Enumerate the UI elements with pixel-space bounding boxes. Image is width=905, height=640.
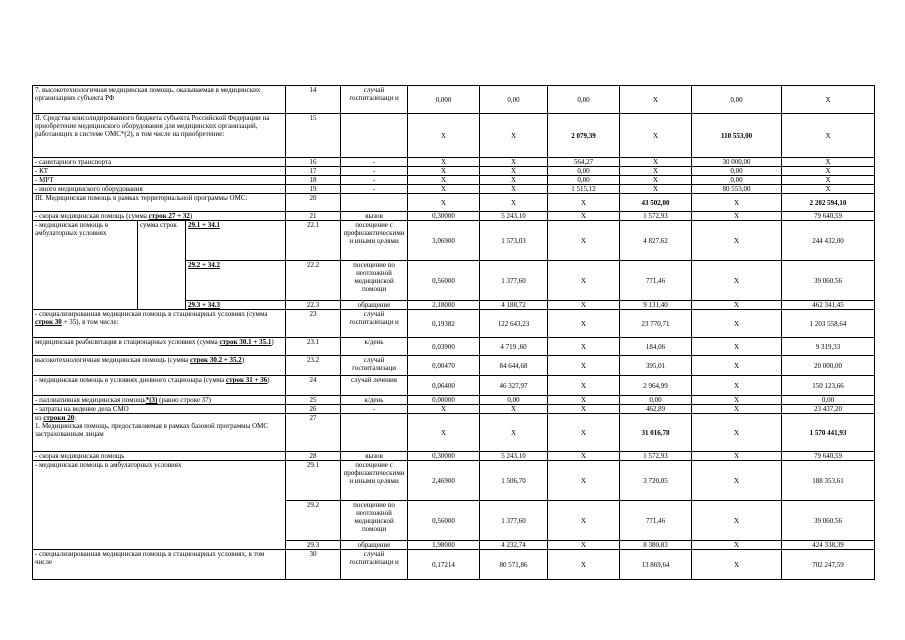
value-cell: X (480, 405, 548, 414)
row-number: 17 (286, 167, 341, 176)
value-cell: 702 247,59 (782, 550, 875, 580)
value-cell: 2,18000 (408, 301, 480, 310)
row-label-link: строк 30.2 + 35.2 (190, 356, 242, 364)
value-cell: 110 553,00 (692, 114, 782, 158)
row-label-pre: из (35, 414, 44, 422)
value-cell: X (408, 114, 480, 158)
row-label-pre: медицинская реабилитация в стационарных условиях (сумма (35, 338, 220, 346)
value-cell: 771,46 (620, 501, 692, 541)
value-cell: 20 000,00 (782, 356, 875, 376)
value-cell: 79 640,59 (782, 452, 875, 461)
row-number: 27 (286, 414, 341, 452)
value-cell: X (408, 405, 480, 414)
value-cell: X (548, 501, 620, 541)
value-cell: X (782, 185, 875, 194)
row-unit: обращение (341, 541, 408, 550)
value-cell: X (782, 176, 875, 185)
value-cell: 79 640,59 (782, 212, 875, 221)
row-unit: - (341, 185, 408, 194)
value-cell: 23 770,71 (620, 310, 692, 338)
row-label (33, 310, 286, 338)
row-unit: случай госпитализаци и (341, 86, 408, 114)
value-cell: X (692, 221, 782, 261)
value-cell: 1 570 441,93 (782, 414, 875, 452)
value-cell: X (548, 452, 620, 461)
value-cell: 2,46900 (408, 461, 480, 501)
row-label-post: ) (189, 212, 193, 220)
value-cell: 395,01 (620, 356, 692, 376)
row-label: - специализированная медицинская помощь в стационарных условиях, в том числе (33, 550, 286, 580)
row-unit: к/день (341, 338, 408, 356)
row-unit: посещение с профилактическими и иными целями (341, 221, 408, 261)
row-label-post: ) (241, 356, 245, 364)
value-cell: 2 202 594,10 (782, 194, 875, 212)
value-cell: 0,00470 (408, 356, 480, 376)
value-cell: X (548, 212, 620, 221)
row-label-post: + 35), в том числе: (61, 318, 119, 326)
value-cell: 8 380,83 (620, 541, 692, 550)
row-label-link: строк 30 (35, 318, 62, 326)
value-cell: X (692, 550, 782, 580)
row-number: 23.1 (286, 338, 341, 356)
row-label (33, 356, 286, 376)
value-cell: X (408, 185, 480, 194)
value-cell: X (548, 301, 620, 310)
value-cell: X (480, 167, 548, 176)
row-number: 23.2 (286, 356, 341, 376)
row-label-link: строки 20 (43, 414, 75, 422)
row-label-post: ) (271, 338, 274, 346)
table-row (33, 376, 875, 396)
value-cell: 0,56000 (408, 501, 480, 541)
value-cell: X (782, 86, 875, 114)
row-unit: случай госпитализаци и (341, 310, 408, 338)
row-number: 28 (286, 452, 341, 461)
value-cell: 31 016,78 (620, 414, 692, 452)
row-unit: посещение с профилактическими и иными целями (341, 461, 408, 501)
table-row (33, 338, 875, 356)
row-unit: вызов (341, 212, 408, 221)
value-cell: X (620, 167, 692, 176)
row-label-pre: - скорая медицинская помощь (сумма (35, 212, 149, 220)
value-cell: 13 869,64 (620, 550, 692, 580)
row-number: 29.3 (286, 541, 341, 550)
row-label: II. Средства консолидированного бюджета субъекта Российской Федерации на приобретение медицинского оборудования для медицинских организаций, работающих в системе ОМС*(2), в том числе на приобретение: (33, 114, 286, 158)
table-row (33, 396, 875, 405)
row-link-cell (186, 221, 286, 261)
value-cell: 0,00 (692, 86, 782, 114)
row-number: 16 (286, 158, 341, 167)
value-cell: X (408, 167, 480, 176)
value-cell: 2 079,39 (548, 114, 620, 158)
row-number: 24 (286, 376, 341, 396)
row-number: 29.2 (286, 501, 341, 541)
table-row (33, 405, 875, 414)
value-cell: X (548, 550, 620, 580)
value-cell: X (548, 194, 620, 212)
financial-table (32, 85, 875, 580)
value-cell: 1 572,93 (620, 212, 692, 221)
value-cell: X (480, 158, 548, 167)
row-label-post: : 1. Медицинская помощь, предоставляемая в рамках базовой программы ОМС застрахованным лицам (35, 414, 269, 438)
value-cell: 3,06900 (408, 221, 480, 261)
row-label: - скорая медицинская помощь (33, 452, 286, 461)
row-unit: случай лечения (341, 376, 408, 396)
row-label (33, 338, 286, 356)
row-label: - медицинская помощь в амбулаторных условиях (33, 461, 286, 550)
value-cell: X (692, 414, 782, 452)
value-cell: 0,00000 (408, 396, 480, 405)
row-label: 7. высокотехнологичная медицинская помощь, оказываемая в медицинских организациях субъекта РФ (33, 86, 286, 114)
row-number: 19 (286, 185, 341, 194)
value-cell: X (692, 261, 782, 301)
value-cell: X (692, 405, 782, 414)
value-cell: 0,00 (692, 167, 782, 176)
row-unit: обращение (341, 301, 408, 310)
value-cell: 1 203 558,64 (782, 310, 875, 338)
table-row (33, 221, 875, 261)
row-label: - санитарного транспорта (33, 158, 286, 167)
row-number: 29.1 (286, 461, 341, 501)
value-cell: 9 319,33 (782, 338, 875, 356)
table-row (33, 310, 875, 338)
row-number: 14 (286, 86, 341, 114)
row-label-pre: высокотехнологичная медицинская помощь (сумма (35, 356, 191, 364)
row-number: 15 (286, 114, 341, 158)
row-link: 29.1 + 34.1 (188, 221, 220, 229)
value-cell: X (692, 461, 782, 501)
value-cell: X (692, 396, 782, 405)
value-cell: 0,00 (782, 396, 875, 405)
value-cell: X (782, 158, 875, 167)
value-cell: X (548, 396, 620, 405)
value-cell: 43 502,00 (620, 194, 692, 212)
value-cell: X (692, 338, 782, 356)
value-cell: 0,00 (548, 176, 620, 185)
row-label-pre: - специализированная медицинская помощь в стационарных условиях (сумма (35, 310, 268, 318)
value-cell: 1 377,60 (480, 261, 548, 301)
value-cell: 0,06400 (408, 376, 480, 396)
value-cell: 5 243,10 (480, 452, 548, 461)
row-label: - медицинская помощь в амбулаторных условиях (33, 221, 138, 310)
value-cell: 1 572,93 (620, 452, 692, 461)
row-unit: - (341, 158, 408, 167)
value-cell: X (548, 221, 620, 261)
row-unit: вызов (341, 452, 408, 461)
value-cell: 4 719 ,60 (480, 338, 548, 356)
row-label: - иного медицинского оборудования (33, 185, 286, 194)
value-cell: X (548, 461, 620, 501)
value-cell: 0,30000 (408, 212, 480, 221)
row-label-post: (равно строке 37) (157, 396, 212, 404)
row-link: 29.3 + 34.3 (188, 301, 220, 309)
value-cell: 4 827,62 (620, 221, 692, 261)
value-cell: X (548, 338, 620, 356)
value-cell: X (480, 114, 548, 158)
value-cell: 462,89 (620, 405, 692, 414)
value-cell: X (692, 376, 782, 396)
value-cell: 188 353,61 (782, 461, 875, 501)
row-number: 30 (286, 550, 341, 580)
table-row (33, 158, 875, 167)
value-cell: X (692, 310, 782, 338)
value-cell: X (692, 301, 782, 310)
value-cell: 244 432,00 (782, 221, 875, 261)
row-label-link: *(3) (145, 396, 158, 404)
value-cell: 0,00 (692, 176, 782, 185)
row-unit: - (341, 405, 408, 414)
value-cell: 9 131,40 (620, 301, 692, 310)
row-number: 21 (286, 212, 341, 221)
value-cell: 80 553,00 (692, 185, 782, 194)
value-cell: 23 437,20 (782, 405, 875, 414)
row-number: 22.2 (286, 261, 341, 301)
value-cell: 1 377,60 (480, 501, 548, 541)
value-cell: X (620, 158, 692, 167)
row-number: 23 (286, 310, 341, 338)
value-cell: X (480, 176, 548, 185)
row-label: III. Медицинская помощь в рамках территориальной программы ОМС: (33, 194, 286, 212)
table-row (33, 212, 875, 221)
value-cell: 30 000,00 (692, 158, 782, 167)
value-cell: X (620, 86, 692, 114)
value-cell: 1 573,03 (480, 221, 548, 261)
value-cell: 0,00 (620, 396, 692, 405)
row-link-cell (186, 301, 286, 310)
row-label-link: строк 31 + 36 (226, 376, 268, 384)
value-cell: X (692, 541, 782, 550)
value-cell: 1,98000 (408, 541, 480, 550)
value-cell: 0,000 (408, 86, 480, 114)
row-number: 26 (286, 405, 341, 414)
value-cell: X (408, 176, 480, 185)
table-row (33, 461, 875, 501)
value-cell: 80 571,86 (480, 550, 548, 580)
row-label-link: строк 30.1 + 35.1 (219, 338, 272, 346)
value-cell: 5 243,10 (480, 212, 548, 221)
value-cell: 1 506,70 (480, 461, 548, 501)
row-label-sum: сумма строк (138, 221, 186, 310)
value-cell: 0,00 (480, 86, 548, 114)
row-label-link: строк 27 + 32 (148, 212, 190, 220)
value-cell: X (548, 356, 620, 376)
row-unit: к/день (341, 396, 408, 405)
value-cell: X (692, 452, 782, 461)
row-label (33, 396, 286, 405)
value-cell: 424 338,39 (782, 541, 875, 550)
value-cell: X (620, 176, 692, 185)
value-cell: 564,27 (548, 158, 620, 167)
row-unit: - (341, 176, 408, 185)
row-unit: случай госпитализаци (341, 356, 408, 376)
table-row (33, 114, 875, 158)
value-cell: 0,19382 (408, 310, 480, 338)
table-row (33, 167, 875, 176)
row-link: 29.2 + 34.2 (188, 261, 220, 269)
value-cell: 0,00 (480, 396, 548, 405)
value-cell: X (692, 212, 782, 221)
row-label-pre: - медицинская помощь в условиях дневного стационара (сумма (35, 376, 226, 384)
value-cell: X (692, 356, 782, 376)
value-cell: 0,00 (548, 167, 620, 176)
value-cell: 46 327,97 (480, 376, 548, 396)
value-cell: X (548, 376, 620, 396)
row-label-post: ) (267, 376, 270, 384)
value-cell: 2 964,99 (620, 376, 692, 396)
row-number: 18 (286, 176, 341, 185)
value-cell: 150 123,66 (782, 376, 875, 396)
value-cell: X (782, 114, 875, 158)
row-unit: посещение по неотложной медицинской помощи (341, 261, 408, 301)
row-label (33, 212, 286, 221)
row-label: - МРТ (33, 176, 286, 185)
row-label (33, 376, 286, 396)
value-cell: X (480, 194, 548, 212)
row-number: 25 (286, 396, 341, 405)
value-cell: 462 341,45 (782, 301, 875, 310)
row-unit (341, 194, 408, 212)
row-number: 20 (286, 194, 341, 212)
value-cell: X (548, 310, 620, 338)
value-cell: X (548, 541, 620, 550)
value-cell: X (548, 261, 620, 301)
table-row (33, 86, 875, 114)
value-cell: X (408, 194, 480, 212)
row-label (33, 414, 286, 452)
row-label: - КТ (33, 167, 286, 176)
value-cell: X (548, 405, 620, 414)
row-unit: случай госпитализаци и (341, 550, 408, 580)
table-row (33, 176, 875, 185)
value-cell: 1 515,12 (548, 185, 620, 194)
row-unit: посещение по неотложной медицинской помощи (341, 501, 408, 541)
value-cell: 39 060,56 (782, 501, 875, 541)
value-cell: 39 060,56 (782, 261, 875, 301)
value-cell: X (548, 414, 620, 452)
row-number: 22.1 (286, 221, 341, 261)
value-cell: X (408, 414, 480, 452)
value-cell: X (782, 167, 875, 176)
value-cell: X (692, 194, 782, 212)
value-cell: X (620, 185, 692, 194)
value-cell: 84 644,68 (480, 356, 548, 376)
value-cell: 771,46 (620, 261, 692, 301)
value-cell: 0,30000 (408, 452, 480, 461)
table-row (33, 185, 875, 194)
table-row (33, 356, 875, 376)
row-label: - затраты на ведение дела СМО (33, 405, 286, 414)
row-unit (341, 414, 408, 452)
table-row (33, 414, 875, 452)
value-cell: 0,56000 (408, 261, 480, 301)
value-cell: 122 643,23 (480, 310, 548, 338)
row-label-pre: - паллиативная медицинская помощь (35, 396, 146, 404)
value-cell: 184,06 (620, 338, 692, 356)
value-cell: X (480, 185, 548, 194)
value-cell: X (620, 114, 692, 158)
value-cell: X (408, 158, 480, 167)
value-cell: 3 720,05 (620, 461, 692, 501)
value-cell: 4 188,72 (480, 301, 548, 310)
row-number: 22.3 (286, 301, 341, 310)
value-cell: 4 232,74 (480, 541, 548, 550)
value-cell: 0,17214 (408, 550, 480, 580)
row-unit (341, 114, 408, 158)
value-cell: 0,03900 (408, 338, 480, 356)
table-row (33, 194, 875, 212)
row-link-cell (186, 261, 286, 301)
value-cell: X (692, 501, 782, 541)
table-row (33, 452, 875, 461)
value-cell: 0,00 (548, 86, 620, 114)
value-cell: X (480, 414, 548, 452)
row-unit: - (341, 167, 408, 176)
table-row (33, 550, 875, 580)
